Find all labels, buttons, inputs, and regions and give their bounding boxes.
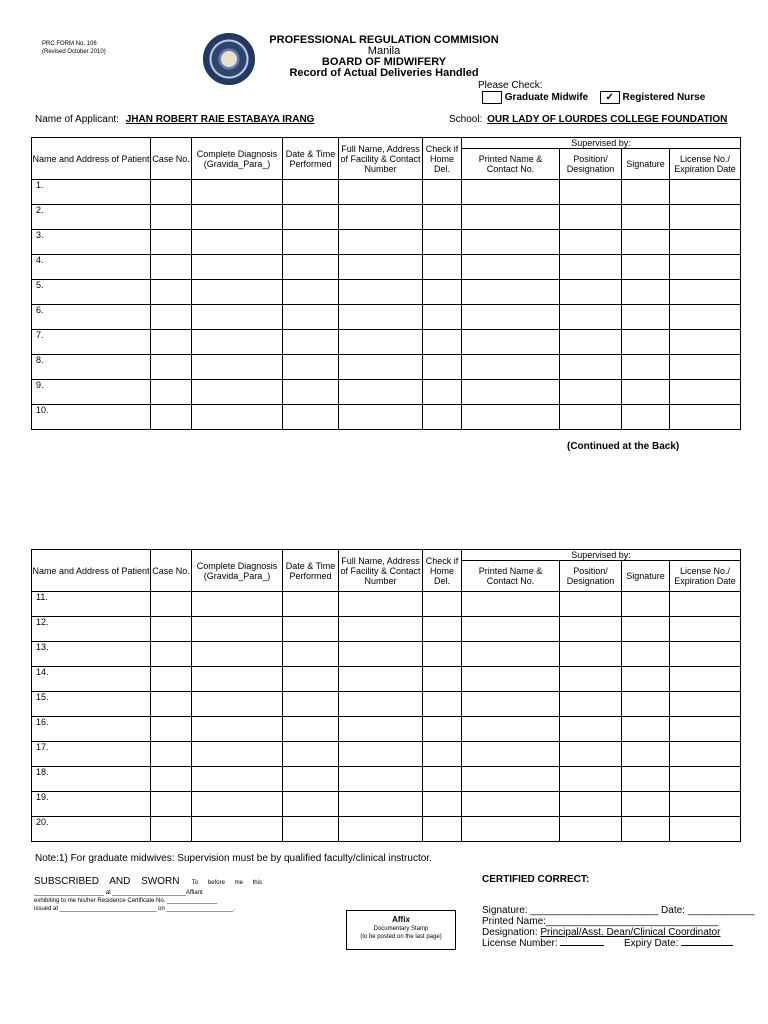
table-cell[interactable] (339, 280, 423, 305)
table-cell[interactable] (560, 355, 622, 380)
table-cell[interactable] (462, 330, 560, 355)
table-cell[interactable] (339, 767, 423, 792)
table-cell[interactable] (670, 717, 741, 742)
table-cell[interactable] (423, 617, 462, 642)
deliveries-table-top (31, 137, 741, 430)
deliveries-table-bottom (31, 549, 741, 842)
table-cell[interactable] (462, 792, 560, 817)
table-cell[interactable] (423, 792, 462, 817)
table-cell[interactable] (423, 305, 462, 330)
table-cell[interactable] (462, 767, 560, 792)
table-cell[interactable] (339, 255, 423, 280)
table-cell[interactable] (423, 817, 462, 842)
form-no-text: PRC FORM No. 106 (42, 41, 97, 47)
table-cell[interactable] (423, 767, 462, 792)
table-cell[interactable] (192, 642, 283, 667)
board-title: BOARD OF MIDWIFERY (321, 56, 447, 68)
table-cell[interactable] (283, 617, 339, 642)
applicant-name-value[interactable]: JHAN ROBERT RAIE ESTABAYA IRANG (125, 114, 315, 125)
table-cell[interactable] (423, 280, 462, 305)
row-number[interactable]: 11. (32, 592, 151, 617)
table-cell[interactable] (283, 330, 339, 355)
table-cell[interactable] (423, 380, 462, 405)
row-number[interactable]: 14. (32, 667, 151, 692)
table-cell[interactable] (670, 667, 741, 692)
please-check-label: Please Check: (478, 80, 543, 91)
table-cell[interactable] (192, 280, 283, 305)
expiry-date-field[interactable] (681, 945, 733, 946)
row-number[interactable]: 18. (32, 767, 151, 792)
table-cell[interactable] (560, 280, 622, 305)
license-number-label: License Number: (482, 938, 561, 949)
table-cell[interactable] (560, 617, 622, 642)
table-cell[interactable] (622, 617, 670, 642)
table-cell[interactable] (151, 255, 192, 280)
table-cell[interactable] (622, 205, 670, 230)
table-cell[interactable] (560, 405, 622, 430)
header-position: Position/ Designation (560, 149, 622, 180)
table-cell[interactable] (560, 667, 622, 692)
table-cell[interactable] (339, 742, 423, 767)
row-number[interactable]: 9. (32, 380, 151, 405)
table-row (32, 405, 741, 430)
table-cell[interactable] (462, 667, 560, 692)
table-cell[interactable] (283, 405, 339, 430)
table-cell[interactable] (423, 355, 462, 380)
table-cell[interactable] (339, 717, 423, 742)
table-cell[interactable] (151, 280, 192, 305)
form-header (254, 35, 514, 79)
table-cell[interactable] (192, 592, 283, 617)
table-cell[interactable] (192, 792, 283, 817)
table-cell[interactable] (151, 792, 192, 817)
table-row (32, 255, 741, 280)
table-cell[interactable] (560, 180, 622, 205)
applicant-name-label: Name of Applicant: (35, 114, 119, 125)
table-cell[interactable] (560, 817, 622, 842)
table-cell[interactable] (462, 180, 560, 205)
table-cell[interactable] (283, 280, 339, 305)
table-cell[interactable] (622, 817, 670, 842)
license-number-field[interactable] (560, 945, 604, 946)
table-cell[interactable] (339, 617, 423, 642)
header-facility: Full Name, Address of Facility & Contact Number (339, 138, 423, 180)
table-cell[interactable] (462, 817, 560, 842)
table-cell[interactable] (192, 405, 283, 430)
table-cell[interactable] (339, 205, 423, 230)
school-label: School: (449, 114, 483, 125)
table-cell[interactable] (560, 205, 622, 230)
table-cell[interactable] (283, 717, 339, 742)
row-number[interactable]: 3. (32, 230, 151, 255)
table-cell[interactable] (283, 205, 339, 230)
table-cell[interactable] (622, 305, 670, 330)
table-cell[interactable] (151, 667, 192, 692)
table-cell[interactable] (192, 355, 283, 380)
table-cell[interactable] (462, 742, 560, 767)
certified-title: CERTIFIED CORRECT: (482, 874, 590, 885)
table-cell[interactable] (283, 180, 339, 205)
header-position: Position/ Designation (560, 561, 622, 592)
table-cell[interactable] (670, 405, 741, 430)
row-number[interactable]: 17. (32, 742, 151, 767)
header-supervised-by: Supervised by: (462, 138, 741, 149)
agency-title: PROFESSIONAL REGULATION COMMISION (269, 34, 499, 46)
registered-nurse-label: Registered Nurse (622, 92, 706, 104)
continued-note: (Continued at the Back) (567, 441, 680, 452)
sworn-block (34, 871, 294, 913)
sworn-line-4: issued at _____________________________ on ____________________. (34, 906, 235, 912)
table-cell[interactable] (423, 205, 462, 230)
row-number[interactable]: 5. (32, 280, 151, 305)
table-cell[interactable] (670, 817, 741, 842)
table-cell[interactable] (670, 255, 741, 280)
table-cell[interactable] (560, 742, 622, 767)
table-cell[interactable] (622, 255, 670, 280)
table-cell[interactable] (283, 380, 339, 405)
table-cell[interactable] (192, 742, 283, 767)
table-cell[interactable] (151, 330, 192, 355)
table-cell[interactable] (151, 642, 192, 667)
table-cell[interactable] (192, 817, 283, 842)
table-cell[interactable] (339, 592, 423, 617)
table-cell[interactable] (151, 742, 192, 767)
table-cell[interactable] (462, 355, 560, 380)
table-cell[interactable] (560, 255, 622, 280)
table-cell[interactable] (462, 692, 560, 717)
table-cell[interactable] (283, 767, 339, 792)
table-cell[interactable] (670, 330, 741, 355)
table-cell[interactable] (462, 305, 560, 330)
table-cell[interactable] (192, 230, 283, 255)
designation-value: Principal/Asst. Dean/Clinical Coordinator (540, 927, 721, 938)
table-row (32, 305, 741, 330)
table-cell[interactable] (339, 817, 423, 842)
header-home-del: Check if Home Del. (423, 550, 462, 592)
table-row (32, 330, 741, 355)
graduate-midwife-checkbox[interactable] (482, 91, 502, 104)
table-cell[interactable] (462, 255, 560, 280)
table-row (32, 767, 741, 792)
table-cell[interactable] (339, 305, 423, 330)
table-cell[interactable] (560, 792, 622, 817)
table-row (32, 817, 741, 842)
table-cell[interactable] (560, 305, 622, 330)
table-row (32, 230, 741, 255)
table-cell[interactable] (423, 592, 462, 617)
table-row (32, 667, 741, 692)
row-number[interactable]: 19. (32, 792, 151, 817)
table-cell[interactable] (339, 380, 423, 405)
table-cell[interactable] (283, 792, 339, 817)
table-cell[interactable] (670, 792, 741, 817)
table-cell[interactable] (339, 692, 423, 717)
table-cell[interactable] (670, 592, 741, 617)
table-cell[interactable] (283, 667, 339, 692)
table-cell[interactable] (462, 617, 560, 642)
table-row (32, 792, 741, 817)
table-row (32, 592, 741, 617)
row-number[interactable]: 16. (32, 717, 151, 742)
row-number[interactable]: 8. (32, 355, 151, 380)
table-row (32, 180, 741, 205)
row-number[interactable]: 6. (32, 305, 151, 330)
table-cell[interactable] (151, 355, 192, 380)
row-number[interactable]: 10. (32, 405, 151, 430)
table-cell[interactable] (192, 380, 283, 405)
header-signature: Signature (622, 561, 670, 592)
table-cell[interactable] (462, 230, 560, 255)
applicant-line (35, 114, 314, 125)
table-cell[interactable] (151, 305, 192, 330)
header-signature: Signature (622, 149, 670, 180)
row-number[interactable]: 15. (32, 692, 151, 717)
table-cell[interactable] (670, 767, 741, 792)
table-cell[interactable] (423, 405, 462, 430)
header-diagnosis: Complete Diagnosis (Gravida_Para_) (192, 138, 283, 180)
table-cell[interactable] (670, 642, 741, 667)
table-cell[interactable] (151, 717, 192, 742)
table-cell[interactable] (622, 230, 670, 255)
header-home-del: Check if Home Del. (423, 138, 462, 180)
table-cell[interactable] (560, 642, 622, 667)
row-number[interactable]: 20. (32, 817, 151, 842)
header-datetime: Date & Time Performed (283, 138, 339, 180)
table-cell[interactable] (462, 592, 560, 617)
table-cell[interactable] (339, 180, 423, 205)
form-number (42, 40, 106, 56)
table-cell[interactable] (339, 405, 423, 430)
table-cell[interactable] (283, 592, 339, 617)
header-diagnosis: Complete Diagnosis (Gravida_Para_) (192, 550, 283, 592)
form-revised-text: (Revised October 2010) (42, 49, 106, 55)
certified-block (482, 905, 754, 949)
table-cell[interactable] (462, 205, 560, 230)
row-number[interactable]: 4. (32, 255, 151, 280)
table-cell[interactable] (560, 230, 622, 255)
row-number[interactable]: 7. (32, 330, 151, 355)
table-cell[interactable] (192, 617, 283, 642)
table-cell[interactable] (622, 280, 670, 305)
table-cell[interactable] (283, 642, 339, 667)
supervision-note: Note:1) For graduate midwives: Supervision must be by qualified faculty/clinical instructor. (35, 853, 432, 864)
table-cell[interactable] (622, 642, 670, 667)
table-cell[interactable] (192, 255, 283, 280)
header-datetime: Date & Time Performed (283, 550, 339, 592)
table-cell[interactable] (151, 692, 192, 717)
table-cell[interactable] (560, 717, 622, 742)
school-value[interactable]: OUR LADY OF LOURDES COLLEGE FOUNDATION (487, 114, 728, 125)
table-cell[interactable] (151, 205, 192, 230)
table-cell[interactable] (462, 380, 560, 405)
documentary-stamp-box (346, 910, 456, 950)
table-cell[interactable] (622, 405, 670, 430)
table-cell[interactable] (560, 592, 622, 617)
header-printed-name: Printed Name & Contact No. (462, 561, 560, 592)
table-cell[interactable] (670, 355, 741, 380)
table-cell[interactable] (151, 380, 192, 405)
table-cell[interactable] (622, 592, 670, 617)
header-case-no: Case No. (151, 550, 192, 592)
table-cell[interactable] (339, 330, 423, 355)
table-cell[interactable] (423, 642, 462, 667)
stamp-line-2: (to be posted on the last page) (360, 934, 442, 940)
table-cell[interactable] (560, 692, 622, 717)
sworn-line-2: _____________________ at ______________________Affiant (34, 890, 203, 896)
table-cell[interactable] (622, 355, 670, 380)
table-cell[interactable] (192, 717, 283, 742)
graduate-midwife-label: Graduate Midwife (504, 92, 589, 104)
table-row (32, 280, 741, 305)
table-cell[interactable] (283, 742, 339, 767)
expiry-date-label: Expiry Date: (623, 938, 682, 949)
sworn-before-me: To before me this (191, 880, 262, 886)
header-license: License No./ Expiration Date (670, 149, 741, 180)
table-cell[interactable] (339, 642, 423, 667)
table-cell[interactable] (560, 330, 622, 355)
table-cell[interactable] (151, 592, 192, 617)
table-cell[interactable] (192, 667, 283, 692)
table-cell[interactable] (622, 742, 670, 767)
table-cell[interactable] (670, 742, 741, 767)
row-number[interactable]: 1. (32, 180, 151, 205)
table-cell[interactable] (670, 180, 741, 205)
table-row (32, 717, 741, 742)
table-cell[interactable] (151, 817, 192, 842)
please-check-options (482, 91, 705, 104)
record-title: Record of Actual Deliveries Handled (289, 67, 479, 79)
table-cell[interactable] (423, 230, 462, 255)
table-cell[interactable] (151, 230, 192, 255)
table-cell[interactable] (151, 180, 192, 205)
certified-printed-name-line: Printed Name:_______________________________ (482, 916, 719, 927)
table-row (32, 380, 741, 405)
table-cell[interactable] (462, 280, 560, 305)
row-number[interactable]: 13. (32, 642, 151, 667)
table-cell[interactable] (151, 405, 192, 430)
table-row (32, 205, 741, 230)
table-cell[interactable] (622, 767, 670, 792)
table-cell[interactable] (622, 330, 670, 355)
table-cell[interactable] (283, 817, 339, 842)
table-cell[interactable] (560, 380, 622, 405)
table-cell[interactable] (622, 792, 670, 817)
table-cell[interactable] (423, 255, 462, 280)
stamp-title: Affix (392, 915, 410, 924)
header-facility: Full Name, Address of Facility & Contact Number (339, 550, 423, 592)
table-cell[interactable] (283, 255, 339, 280)
header-license: License No./ Expiration Date (670, 561, 741, 592)
table-cell[interactable] (670, 692, 741, 717)
table-cell[interactable] (192, 180, 283, 205)
table-row (32, 355, 741, 380)
table-cell[interactable] (622, 667, 670, 692)
table-cell[interactable] (151, 617, 192, 642)
table-cell[interactable] (339, 355, 423, 380)
table-cell[interactable] (670, 380, 741, 405)
table-cell[interactable] (423, 692, 462, 717)
prc-seal-icon (203, 33, 255, 85)
table-cell[interactable] (423, 330, 462, 355)
table-cell[interactable] (670, 617, 741, 642)
header-supervised-by: Supervised by: (462, 550, 741, 561)
table-cell[interactable] (670, 305, 741, 330)
table-cell[interactable] (622, 180, 670, 205)
table-cell[interactable] (462, 717, 560, 742)
header-name-address: Name and Address of Patient (32, 550, 151, 592)
designation-label: Designation: (482, 927, 541, 938)
table-cell[interactable] (283, 230, 339, 255)
table-cell[interactable] (622, 380, 670, 405)
table-row (32, 742, 741, 767)
table-cell[interactable] (192, 692, 283, 717)
table-cell[interactable] (283, 355, 339, 380)
table-row (32, 617, 741, 642)
table-cell[interactable] (339, 667, 423, 692)
table-cell[interactable] (622, 692, 670, 717)
table-cell[interactable] (192, 305, 283, 330)
table-cell[interactable] (670, 230, 741, 255)
sworn-heading: SUBSCRIBED AND SWORN (34, 876, 180, 887)
table-cell[interactable] (283, 692, 339, 717)
table-cell[interactable] (560, 767, 622, 792)
table-cell[interactable] (423, 667, 462, 692)
table-cell[interactable] (339, 230, 423, 255)
table-cell[interactable] (192, 767, 283, 792)
table-cell[interactable] (423, 742, 462, 767)
table-cell[interactable] (151, 767, 192, 792)
header-case-no: Case No. (151, 138, 192, 180)
city-label: Manila (367, 45, 401, 57)
table-cell[interactable] (423, 180, 462, 205)
table-cell[interactable] (622, 717, 670, 742)
table-cell[interactable] (670, 205, 741, 230)
table-cell[interactable] (339, 792, 423, 817)
table-row (32, 642, 741, 667)
row-number[interactable]: 12. (32, 617, 151, 642)
sworn-line-3: exhibiting to me his/her Residence Certificate No. _______________ (34, 898, 218, 904)
registered-nurse-checkbox[interactable]: ✓ (600, 91, 620, 104)
header-printed-name: Printed Name & Contact No. (462, 149, 560, 180)
school-line (449, 114, 727, 125)
certified-signature-line: Signature: _______________________ Date: ____________ (482, 905, 755, 916)
table-cell[interactable] (283, 305, 339, 330)
stamp-line-1: Documentary Stamp (373, 926, 429, 932)
table-cell[interactable] (462, 405, 560, 430)
table-cell[interactable] (192, 205, 283, 230)
row-number[interactable]: 2. (32, 205, 151, 230)
table-cell[interactable] (462, 642, 560, 667)
table-cell[interactable] (423, 717, 462, 742)
table-row (32, 692, 741, 717)
header-name-address: Name and Address of Patient (32, 138, 151, 180)
table-cell[interactable] (192, 330, 283, 355)
table-cell[interactable] (670, 280, 741, 305)
